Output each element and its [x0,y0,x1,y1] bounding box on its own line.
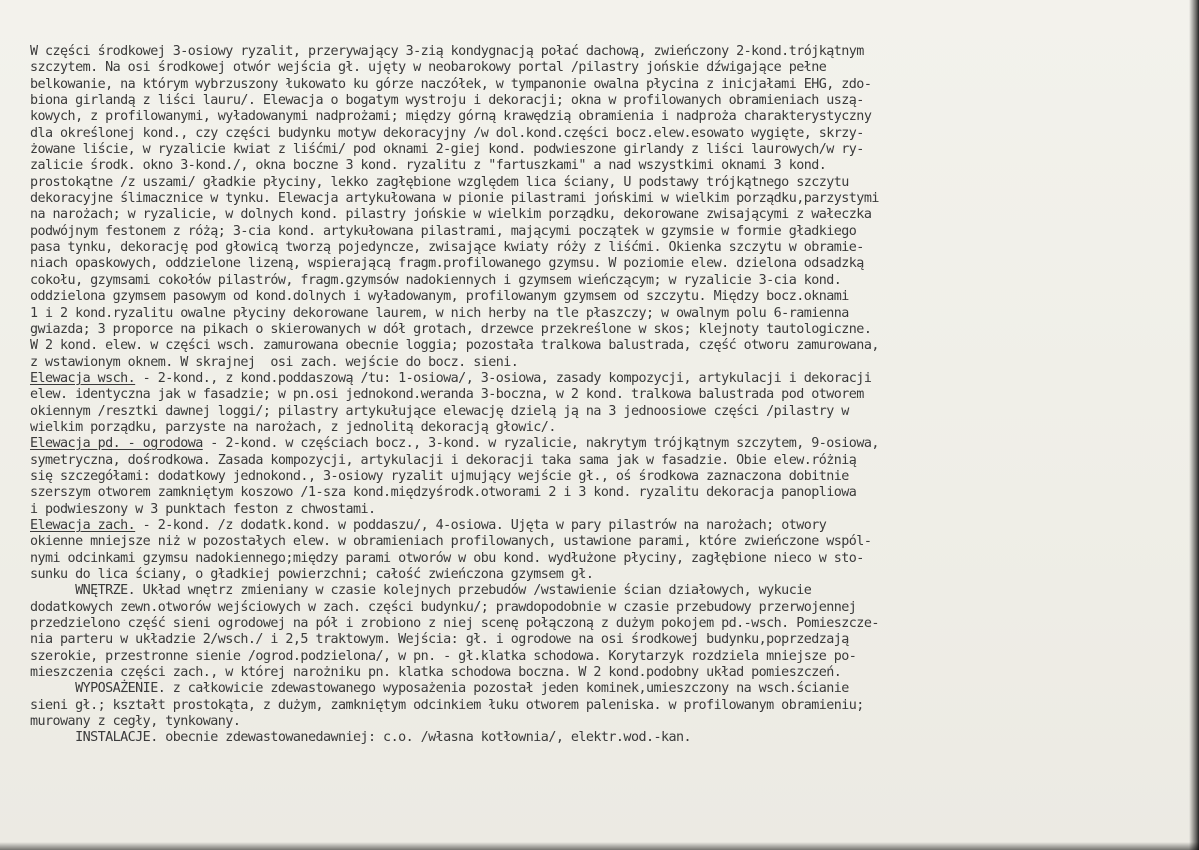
text-line: okienne mniejsze niż w pozostałych elew. w obramieniach profilowanych, ustawione parami, które zwieńczone wspól- [30,534,872,550]
text-line: szczytem. Na osi środkowej otwór wejścia gł. ujęty w neobarokowy portal /pilastry jońskie dźwigające pełne [30,60,827,76]
text-line: niach opaskowych, oddzielone lizeną, wspierającą fragm.profilowanego gzymsu. W poziomie elew. dzielona odsadzką [30,256,864,272]
text-line [30,371,1190,387]
text-line: podwójnym festonem z różą; 3-cia kond. artykułowana pilastrami, mającymi początek w gzymsie w formie gładkiego [30,223,857,239]
text-line: nymi odcinkami gzymsu nadokiennego;między parami otworów w obu kond. wydłużone płyciny, zagłębione nieco w sto- [30,550,864,566]
text-line: szerokie, przestronne sienie /ogrod.podzielona/, w pn. - gł.klatka schodowa. Korytarzyk rozdziela mniejsze po- [30,648,857,664]
text-line [30,436,1190,452]
text-line: oddzielona gzymsem pasowym od kond.dolnych i wyładowanym, profilowanym gzymsem od szczytu. Między bocz.oknami [30,289,849,305]
text-line: kowych, z profilowanymi, wyładowanymi nadprożami; między górną krawędzią obramienia i nadproża charakterystyczny [30,109,872,125]
text-line: WYPOSAŻENIE. z całkowicie zdewastowanego wyposażenia pozostał jeden kominek,umieszczony na wsch.ścianie [30,681,849,697]
text-line: okiennym /resztki dawnej loggi/; pilastry artykułujące elewację dzielą ją na 3 jednoosiowe części /pilastry w [30,403,849,419]
text-line: sunku do lica ściany, o gładkiej powierzchni; całość zwieńczona gzymsem gł. [30,567,594,582]
section-heading: Elewacja pd. - ogrodowa [30,436,203,452]
page-edge-shadow-bottom [0,842,1199,850]
text-line-rest: - 2-kond., z kond.poddaszową /tu: 1-osiowa/, 3-osiowa, zasady kompozycji, artykulacji i dekoracji [135,370,872,386]
text-line: szerszym otworem zamkniętym koszowo /1-sza kond.międzyśrodk.otworami 2 i 3 kond. ryzalitu dekoracja panopliowa [30,485,857,501]
text-line: cokołu, gzymsami cokołów pilastrów, fragm.gzymsów nadokiennych i gzymsem wieńczącym; w ryzalicie 3-cia kond. [30,272,842,288]
text-line: symetryczna, dośrodkowa. Zasada kompozycji, artykulacji i dekoracji taka sama jak w fasadzie. Obie elew.różnią [30,452,857,468]
text-line: i podwieszony w 3 punktach feston z chwostami. [30,501,376,517]
text-line: WNĘTRZE. Układ wnętrz zmieniany w czasie kolejnych przebudów /wstawienie ścian działowych, wykucie [30,583,812,599]
section-heading: Elewacja wsch. [30,370,136,386]
typewritten-text [30,44,1190,747]
text-line: dodatkowych zewn.otworów wejściowych w zach. części budynku/; prawdopodobnie w czasie przebudowy przerwojennej [30,599,857,615]
text-line: biona girlandą z liści lauru/. Elewacja o bogatym wystroju i dekoracji; okna w profilowanych obramieniach uszą- [30,93,864,109]
text-line: z wstawionym oknem. W skrajnej osi zach. wejście do bocz. sieni. [30,354,519,370]
text-line: zalicie środk. okno 3-kond./, okna boczne 3 kond. ryzalitu z "fartuszkami" a nad wszystkimi oknami 3 kond. [30,158,827,174]
text-line: 1 i 2 kond.ryzalitu owalne płyciny dekorowane laurem, w nich herby na tle płaszczy; w owalnym polu 6-ramienna [30,305,849,321]
text-line-rest: - 2-kond. /z dodatk.kond. w poddaszu/, 4-osiowa. Ujęta w pary pilastrów na narożach; otwory [135,517,827,533]
text-line: mieszczenia części zach., w której narożniku pn. klatka schodowa boczna. W 2 kond.podobny układ pomieszczeń. [30,665,842,681]
text-line: dekoracyjne ślimacznice w tynku. Elewacja artykułowana w pionie pilastrami jońskimi w wielkim porządku,parzystymi [30,191,879,207]
text-line: INSTALACJE. obecnie zdewastowanedawniej: c.o. /własna kotłownia/, elektr.wod.-kan. [30,730,692,746]
text-line: murowany z cegły, tynkowany. [30,714,241,730]
text-line: wielkim porządku, parzyste na narożach, z jednolitą dekoracją głowic/. [30,419,556,435]
text-line: się szczegółami: dodatkowy jednokond., 3-osiowy ryzalit ujmujący wejście gł., oś środkowa zaznaczona dobitnie [30,468,849,484]
text-line: na narożach; w ryzalicie, w dolnych kond. pilastry jońskie w wielkim porządku, dekorowane zwisającymi z wałeczka [30,207,872,223]
text-line: W części środkowej 3-osiowy ryzalit, przerywający 3-zią kondygnacją połać dachową, zwieńczony 2-kond.trójkątnym [30,44,864,59]
text-line [30,518,1190,534]
text-line: przedzielono część sieni ogrodowej na pół i zrobiono z niej scenę połączoną z dużym pokojem pd.-wsch. Pomieszcze- [30,616,879,632]
text-line: W 2 kond. elew. w części wsch. zamurowana obecnie loggia; pozostała tralkowa balustrada, część otworu zamurowana, [30,338,879,354]
text-line-rest: - 2-kond. w częściach bocz., 3-kond. w ryzalicie, nakrytym trójkątnym szczytem, 9-osiowa, [202,436,879,452]
page-edge-shadow [1189,0,1199,850]
text-line: gwiazda; 3 proporce na pikach o skierowanych w dół grotach, drzewce przekreślone w skos; klejnoty tautologiczne. [30,321,872,337]
text-line: nia parteru w układzie 2/wsch./ i 2,5 traktowym. Wejścia: gł. i ogrodowe na osi środkowej budynku,poprzedzają [30,632,849,648]
text-line: belkowanie, na którym wybrzuszony łukowato ku górze naczółek, w tympanonie owalna płycina z inicjałami EHG, zdo- [30,76,872,92]
text-line: żowane liście, w ryzalicie kwiat z liśćmi/ pod oknami 2-giej kond. podwieszone girlandy z liści laurowych/w ry- [30,142,864,158]
text-line: elew. identyczna jak w fasadzie; w pn.osi jednokond.weranda 3-boczna, w 2 kond. tralkowa balustrada pod otworem [30,387,864,403]
text-line: pasa tynku, dekorację pod głowicą tworzą pojedyncze, zwisające kwiaty róży z liśćmi. Okienka szczytu w obramie- [30,240,864,256]
text-line: prostokątne /z uszami/ gładkie płyciny, lekko zagłębione względem lica ściany, U podstawy trójkątnego szczytu [30,174,849,190]
text-line: sieni gł.; kształt prostokąta, z dużym, zamkniętym odcinkiem łuku otworem paleniska. w profilowanym obramieniu; [30,697,864,713]
section-heading: Elewacja zach. [30,517,136,533]
text-line: dla określonej kond., czy części budynku motyw dekoracyjny /w dol.kond.części bocz.elew.esowato wygięte, skrzy- [30,125,864,141]
